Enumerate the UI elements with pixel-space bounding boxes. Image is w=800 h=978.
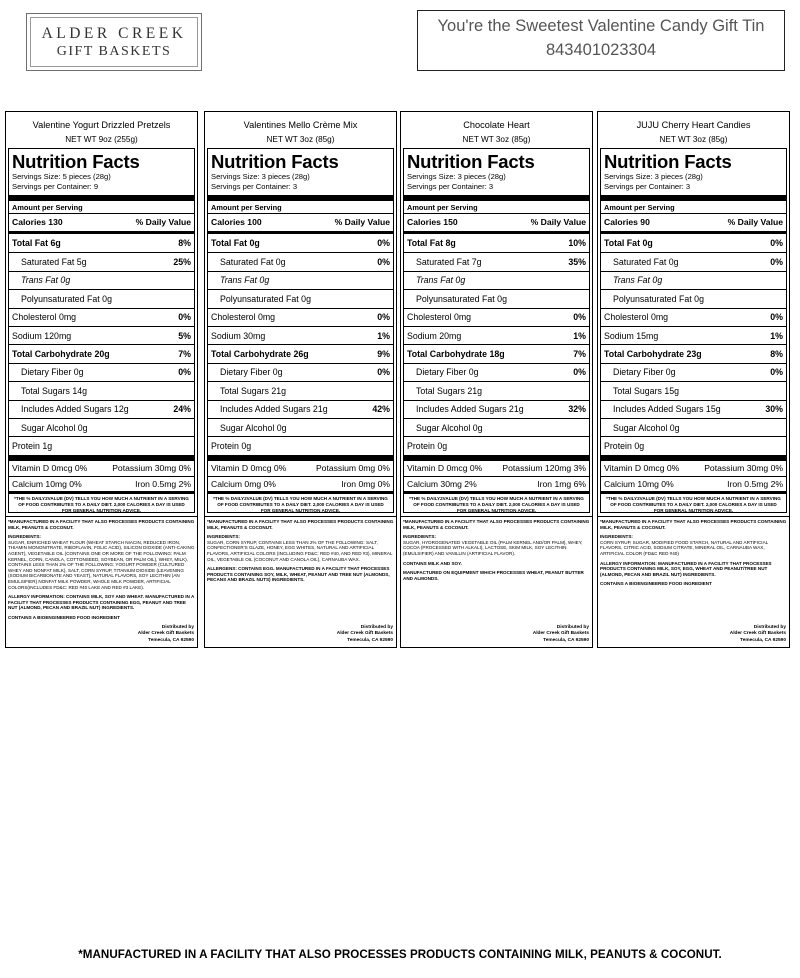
saturated-fat: Saturated Fat 0g (220, 257, 286, 268)
sugars-row (208, 381, 393, 399)
net-weight: NET WT 3oz (85g) (266, 135, 335, 144)
allergy-info: ALLERGENS: CONTAINS EGG. MANUFACTURED IN A FACILITY THAT PROCESSES PRODUCTS CONTAINING SOY, MILK, WHEAT, PEANUT AND TREE NUT (ALMONDS, PECANS AND BRAZIL NUTS) INGREDIENTS. (207, 566, 390, 583)
saturated-fat: Saturated Fat 7g (416, 257, 482, 268)
sugars-row (404, 381, 589, 399)
serving-size: Servings Size: 3 pieces (28g) (407, 172, 506, 181)
saturated-fat-row (601, 252, 786, 270)
trans-fat-row (9, 271, 194, 289)
potassium: Potassium 0mg 0% (315, 463, 390, 474)
ingredients-heading: INGREDIENTS: (403, 534, 436, 540)
ingredients-box (598, 516, 789, 647)
total-fat-dv: 10% (568, 238, 586, 249)
trans-fat-row (208, 271, 393, 289)
polyunsaturated-fat: Polyunsaturated Fat 0g (21, 293, 112, 304)
ingredients-box (401, 516, 592, 647)
potassium: Potassium 120mg 3% (502, 463, 586, 474)
total-fat-dv: 8% (178, 238, 191, 249)
nutrition-panel (204, 111, 397, 648)
fiber-row (601, 363, 786, 381)
cholesterol-row (601, 308, 786, 326)
polyunsaturated-fat: Polyunsaturated Fat 0g (416, 293, 507, 304)
cholesterol: Cholesterol 0mg (211, 312, 276, 323)
product-name: Valentine Yogurt Drizzled Pretzels (32, 120, 171, 130)
trans-fat: Trans Fat 0g (21, 275, 71, 286)
carbohydrate-row (404, 344, 589, 362)
cholesterol-row (208, 308, 393, 326)
vitamin-d: Vitamin D 0mcg 0% (604, 463, 680, 474)
sodium: Sodium 20mg (407, 330, 462, 341)
facility-warning: *MANUFACTURED IN A FACILITY THAT ALSO PROCESSES PRODUCTS CONTAINING MILK, PEANUTS & COCONUT. (8, 519, 195, 530)
product-name: Valentines Mello Crème Mix (243, 120, 358, 130)
added-sugars-dv: 32% (568, 404, 586, 415)
company-logo (26, 13, 202, 71)
sugar-alcohol: Sugar Alcohol 0g (21, 422, 88, 433)
fiber-row (9, 363, 194, 381)
total-sugars: Total Sugars 15g (613, 385, 680, 396)
vitamin-d: Vitamin D 0mcg 0% (12, 463, 88, 474)
fiber-row (208, 363, 393, 381)
distributor-name: Alder Creek Gift Baskets (336, 631, 393, 637)
distributor-address: Temecula, CA 92590 (347, 637, 393, 643)
trans-fat: Trans Fat 0g (416, 275, 466, 286)
ingredients-heading: INGREDIENTS: (8, 534, 41, 540)
added-sugars-row (601, 400, 786, 418)
calories-row (12, 214, 191, 231)
protein-row (601, 436, 786, 454)
polyunsaturated-fat: Polyunsaturated Fat 0g (613, 293, 704, 304)
added-sugars: Includes Added Sugars 15g (613, 404, 721, 415)
nutrition-facts-title: Nutrition Facts (407, 151, 535, 172)
amount-per-serving: Amount per Serving (9, 201, 194, 214)
protein-row (9, 436, 194, 454)
cholesterol-dv: 0% (573, 312, 586, 323)
calories-value: Calories 130 (12, 217, 63, 227)
added-sugars-dv: 30% (765, 404, 783, 415)
carbohydrate-row (9, 344, 194, 362)
saturated-fat-dv: 25% (173, 257, 191, 268)
ingredients-text: SUGAR, HYDROGENATED VEGETABLE OIL (PALM KERNEL AND/OR PALM), WHEY, COCOA (PROCESSED WITH ALKALI), LACTOSE, SKIM MILK, SOY LECITHIN (EMULSIFIER) AND VANILLIN (ARTIFICIAL FLAVOR). (403, 539, 583, 556)
total-fat: Total Fat 8g (407, 238, 456, 249)
daily-value-header: % Daily Value (334, 217, 390, 227)
total-fat: Total Fat 6g (12, 238, 61, 249)
added-sugars: Includes Added Sugars 21g (220, 404, 328, 415)
saturated-fat-row (404, 252, 589, 270)
amount-per-serving: Amount per Serving (208, 201, 393, 214)
extra-notice: CONTAINS A BIOENGINEERED FOOD INGREDIENT (600, 581, 712, 587)
potassium: Potassium 30mg 0% (704, 463, 783, 474)
net-weight: NET WT 3oz (85g) (462, 135, 531, 144)
total-sugars: Total Sugars 21g (416, 385, 483, 396)
ingredients-text: CORN SYRUP, SUGAR, MODIFIED FOOD STARCH, NATURAL AND ARTIFICIAL FLAVORS, CITRIC ACID, SODIUM CITRATE, MINERAL OIL, CARNAUBA WAX, ARTIFICIAL COLOR (FD&C RED #40) (600, 539, 769, 556)
calories-value: Calories 90 (604, 217, 650, 227)
mineral-row (601, 476, 786, 494)
trans-fat: Trans Fat 0g (613, 275, 663, 286)
ingredients-box (6, 516, 197, 647)
added-sugars-dv: 24% (173, 404, 191, 415)
total-fat-dv: 0% (770, 238, 783, 249)
total-fat: Total Fat 0g (211, 238, 260, 249)
trans-fat: Trans Fat 0g (220, 275, 270, 286)
nutrition-panel (400, 111, 593, 648)
ingredients-text: SUGAR, CORN SYRUP, CONTAINS LESS THAN 2% OF THE FOLLOWING: SALT, CONFECTIONER'S GLAZE, HONEY, EGG WHITES, NATURAL AND ARTIFICIAL FLAVORS, ARTIFICIAL COLORS (INCLUDING FD&C: RED #40, AND RED #3), MINERAL OIL, VEGETABLE OIL (COCONUT AND CANOLA OIL), CARNAUBA WAX. (207, 539, 393, 562)
total-carbohydrate-dv: 8% (770, 349, 783, 360)
sodium-row (404, 326, 589, 344)
dietary-fiber: Dietary Fiber 0g (220, 367, 283, 378)
calcium: Calcium 10mg 0% (604, 478, 674, 489)
total-fat: Total Fat 0g (604, 238, 653, 249)
ingredients-heading: INGREDIENTS: (207, 534, 240, 540)
servings-per-container: Servings per Container: 3 (604, 182, 691, 191)
nutrition-panel (597, 111, 790, 648)
vitamin-d: Vitamin D 0mcg 0% (211, 463, 287, 474)
cholesterol: Cholesterol 0mg (407, 312, 472, 323)
calcium: Calcium 10mg 0% (12, 478, 82, 489)
nutrition-facts-label (207, 148, 394, 513)
distributor-address: Temecula, CA 92590 (740, 637, 786, 643)
poly-fat-row (404, 289, 589, 307)
mineral-row (404, 476, 589, 494)
extra-notice: MANUFACTURED ON EQUIPMENT WHICH PROCESSES WHEAT, PEANUT BUTTER AND ALMONDS. (403, 570, 584, 581)
total-carbohydrate-dv: 9% (377, 349, 390, 360)
product-name: JUJU Cherry Heart Candies (636, 120, 751, 130)
iron: Iron 0.5mg 2% (727, 478, 783, 489)
cholesterol-row (9, 308, 194, 326)
trans-fat-row (404, 271, 589, 289)
servings-per-container: Servings per Container: 3 (407, 182, 494, 191)
servings-per-container: Servings per Container: 9 (12, 182, 99, 191)
nutrition-panel (5, 111, 198, 648)
poly-fat-row (9, 289, 194, 307)
cholesterol-dv: 0% (770, 312, 783, 323)
daily-value-footnote: *THE % DAILY2VALUE (DV) TELLS YOU HOW MUCH A NUTRIENT IN A SERVING OF FOOD CONTRIBUTES TO A DAILY DIET. 2,000 CALORIES A DAY IS USED FOR GENERAL NUTRITION ADVICE. (14, 495, 189, 513)
fiber-row (404, 363, 589, 381)
cholesterol-row (404, 308, 589, 326)
total-sugars: Total Sugars 14g (21, 385, 88, 396)
saturated-fat: Saturated Fat 0g (613, 257, 679, 268)
cholesterol-dv: 0% (377, 312, 390, 323)
total-fat-row (601, 234, 786, 252)
iron: Iron 1mg 6% (537, 478, 586, 489)
cholesterol-dv: 0% (178, 312, 191, 323)
sodium: Sodium 30mg (211, 330, 266, 341)
nutrition-facts-label (403, 148, 590, 513)
vitamin-row (208, 455, 393, 476)
sodium: Sodium 15mg (604, 330, 659, 341)
nutrition-facts-title: Nutrition Facts (604, 151, 732, 172)
sodium-dv: 1% (377, 330, 390, 341)
facility-warning: *MANUFACTURED IN A FACILITY THAT ALSO PROCESSES PRODUCTS CONTAINING MILK, PEANUTS & COCONUT. (207, 519, 394, 530)
extra-notice: CONTAINS A BIOENGINEERED FOOD INGREDIENT (8, 614, 120, 620)
calories-row (604, 214, 783, 231)
facility-warning: *MANUFACTURED IN A FACILITY THAT ALSO PROCESSES PRODUCTS CONTAINING MILK, PEANUTS & COCONUT. (600, 519, 787, 530)
logo-line1: ALDER CREEK (41, 24, 187, 42)
calcium: Calcium 0mg 0% (211, 478, 276, 489)
dietary-fiber-dv: 0% (178, 367, 191, 378)
saturated-fat: Saturated Fat 5g (21, 257, 87, 268)
sodium-dv: 5% (178, 330, 191, 341)
total-fat-row (208, 234, 393, 252)
allergy-info: ALLERGY INFORMATION: MANUFACTURED IN A FACILITY THAT PROCESSES PRODUCTS CONTAINING MILK, SOY, EGG, WHEAT AND PEANUT/TREE NUT (ALMOND, PECAN AND BRAZIL NUT) INGREDIENTS. (600, 560, 772, 577)
calories-row (211, 214, 390, 231)
dietary-fiber-dv: 0% (770, 367, 783, 378)
amount-per-serving: Amount per Serving (601, 201, 786, 214)
facility-warning: *MANUFACTURED IN A FACILITY THAT ALSO PROCESSES PRODUCTS CONTAINING MILK, PEANUTS & COCONUT. (403, 519, 590, 530)
vitamin-row (404, 455, 589, 476)
calories-value: Calories 150 (407, 217, 458, 227)
protein: Protein 1g (12, 440, 53, 451)
vitamin-row (9, 455, 194, 476)
sugar-alcohol-row (208, 418, 393, 436)
sodium-row (601, 326, 786, 344)
mineral-row (9, 476, 194, 494)
distributor-info (533, 625, 589, 644)
product-title: You're the Sweetest Valentine Candy Gift Tin (437, 17, 765, 35)
sugar-alcohol-row (601, 418, 786, 436)
iron: Iron 0mg 0% (341, 478, 390, 489)
added-sugars-row (208, 400, 393, 418)
sugars-row (9, 381, 194, 399)
added-sugars-row (404, 400, 589, 418)
added-sugars: Includes Added Sugars 12g (21, 404, 129, 415)
protein: Protein 0g (211, 440, 252, 451)
calories-value: Calories 100 (211, 217, 262, 227)
ingredients-heading: INGREDIENTS: (600, 534, 633, 540)
product-upc: 843401023304 (545, 41, 657, 59)
daily-value-header: % Daily Value (135, 217, 191, 227)
carbohydrate-row (601, 344, 786, 362)
sodium-row (208, 326, 393, 344)
dietary-fiber-dv: 0% (573, 367, 586, 378)
iron: Iron 0.5mg 2% (135, 478, 191, 489)
dietary-fiber: Dietary Fiber 0g (416, 367, 479, 378)
daily-value-header: % Daily Value (727, 217, 783, 227)
calcium: Calcium 30mg 2% (407, 478, 477, 489)
daily-value-footnote: *THE % DAILY2VALUE (DV) TELLS YOU HOW MUCH A NUTRIENT IN A SERVING OF FOOD CONTRIBUTES TO A DAILY DIET. 2,000 CALORIES A DAY IS USED FOR GENERAL NUTRITION ADVICE. (213, 495, 388, 513)
potassium: Potassium 30mg 0% (112, 463, 191, 474)
serving-size: Servings Size: 5 pieces (28g) (12, 172, 111, 181)
total-carbohydrate: Total Carbohydrate 23g (604, 349, 702, 360)
distributor-name: Alder Creek Gift Baskets (729, 631, 786, 637)
total-carbohydrate-dv: 7% (573, 349, 586, 360)
allergy-info: CONTAINS MILK AND SOY. (403, 560, 462, 566)
amount-per-serving: Amount per Serving (404, 201, 589, 214)
distributed-by: Distributed by (161, 624, 194, 630)
distributor-address: Temecula, CA 92590 (543, 637, 589, 643)
sodium-row (9, 326, 194, 344)
total-carbohydrate: Total Carbohydrate 20g (12, 349, 110, 360)
sugar-alcohol-row (9, 418, 194, 436)
sodium: Sodium 120mg (12, 330, 72, 341)
distributor-info (138, 625, 194, 644)
distributor-address: Temecula, CA 92590 (148, 637, 194, 643)
nutrition-facts-label (600, 148, 787, 513)
protein-row (208, 436, 393, 454)
vitamin-d: Vitamin D 0mcg 0% (407, 463, 483, 474)
polyunsaturated-fat: Polyunsaturated Fat 0g (220, 293, 311, 304)
dietary-fiber: Dietary Fiber 0g (613, 367, 676, 378)
saturated-fat-row (208, 252, 393, 270)
added-sugars: Includes Added Sugars 21g (416, 404, 524, 415)
product-title-box (417, 10, 785, 71)
poly-fat-row (208, 289, 393, 307)
total-fat-row (404, 234, 589, 252)
nutrition-panels (5, 111, 795, 648)
logo-frame (30, 17, 198, 67)
sugar-alcohol: Sugar Alcohol 0g (613, 422, 680, 433)
serving-size: Servings Size: 3 pieces (28g) (211, 172, 310, 181)
product-name: Chocolate Heart (463, 120, 530, 130)
sugar-alcohol-row (404, 418, 589, 436)
distributor-info (337, 625, 393, 644)
saturated-fat-dv: 0% (377, 257, 390, 268)
distributor-info (730, 625, 786, 644)
dietary-fiber: Dietary Fiber 0g (21, 367, 84, 378)
total-fat-row (9, 234, 194, 252)
total-sugars: Total Sugars 21g (220, 385, 287, 396)
daily-value-footnote: *THE % DAILY2VALUE (DV) TELLS YOU HOW MUCH A NUTRIENT IN A SERVING OF FOOD CONTRIBUTES TO A DAILY DIET. 2,000 CALORIES A DAY IS USED FOR GENERAL NUTRITION ADVICE. (606, 495, 781, 513)
allergy-info: ALLERGY INFORMATION: CONTAINS MILK, SOY AND WHEAT. MANUFACTURED IN A FACILITY THAT PROCESSES PRODUCTS CONTAINING EGG, PEANUT AND TREE NUT (ALMOND, PECAN AND BRAZIL NUT) INGREDIENTS. (8, 594, 195, 611)
calories-row (407, 214, 586, 231)
cholesterol: Cholesterol 0mg (604, 312, 669, 323)
allergen-notice: *MANUFACTURED IN A FACILITY THAT ALSO PROCESSES PRODUCTS CONTAINING MILK, PEANUTS & COCONUT. (78, 948, 722, 961)
protein: Protein 0g (407, 440, 448, 451)
added-sugars-dv: 42% (372, 404, 390, 415)
sugar-alcohol: Sugar Alcohol 0g (416, 422, 483, 433)
cholesterol: Cholesterol 0mg (12, 312, 77, 323)
trans-fat-row (601, 271, 786, 289)
total-fat-dv: 0% (377, 238, 390, 249)
sodium-dv: 1% (770, 330, 783, 341)
dietary-fiber-dv: 0% (377, 367, 390, 378)
nutrition-facts-label (8, 148, 195, 513)
daily-value-footnote: *THE % DAILY2VALUE (DV) TELLS YOU HOW MUCH A NUTRIENT IN A SERVING OF FOOD CONTRIBUTES TO A DAILY DIET. 2,000 CALORIES A DAY IS USED FOR GENERAL NUTRITION ADVICE. (409, 495, 584, 513)
servings-per-container: Servings per Container: 3 (211, 182, 298, 191)
carbohydrate-row (208, 344, 393, 362)
sugar-alcohol: Sugar Alcohol 0g (220, 422, 287, 433)
logo-line2: GIFT BASKETS (56, 43, 172, 59)
ingredients-box (205, 516, 396, 647)
daily-value-header: % Daily Value (530, 217, 586, 227)
nutrition-facts-title: Nutrition Facts (12, 151, 140, 172)
saturated-fat-dv: 35% (568, 257, 586, 268)
sugars-row (601, 381, 786, 399)
nutrition-facts-title: Nutrition Facts (211, 151, 339, 172)
vitamin-row (601, 455, 786, 476)
distributor-name: Alder Creek Gift Baskets (137, 631, 194, 637)
serving-size: Servings Size: 3 pieces (28g) (604, 172, 703, 181)
distributed-by: Distributed by (753, 624, 786, 630)
net-weight: NET WT 3oz (85g) (659, 135, 728, 144)
distributed-by: Distributed by (556, 624, 589, 630)
distributed-by: Distributed by (360, 624, 393, 630)
added-sugars-row (9, 400, 194, 418)
protein: Protein 0g (604, 440, 645, 451)
mineral-row (208, 476, 393, 494)
poly-fat-row (601, 289, 786, 307)
ingredients-text: SUGAR, ENRICHED WHEAT FLOUR (WHEAT STARCH NIACIN, REDUCED IRON, THIAMIN MONONITRATE, RIBOFLAVIN, FOLIC ACID), SILICON DIOXIDE (ANTI-CAKING AGENT), VEGETABLE OIL (CONTAINS ONE OR MORE OF THE FOLLOWING: PALM KERNEL, CORN, CANOLA, COTTONSEED, SOYBEAN, OR PALM OIL), WHEY, MILK), CONTAINS LESS THAN 2% OF THE FOLLOWING: YOGURT POWDER (CULTURED WHEY AND NONFAT MILK), SALT, CORN SYRUP, TITANIUM DIOXIDE (LEAVENING (SODIUM BICARBONATE AND YEAST), NATURAL FLAVORS, SOY LECITHIN (AN EMULSIFIER) NONFAT MILK POWDER, WHOLE MILK POWDER, ARTIFICIAL COLORS(INCLUDES FD&C: RED #40 LAKE AND RED #3 LAKE). (8, 539, 195, 590)
net-weight: NET WT 9oz (255g) (65, 135, 138, 144)
total-carbohydrate: Total Carbohydrate 18g (407, 349, 505, 360)
saturated-fat-dv: 0% (770, 257, 783, 268)
total-carbohydrate: Total Carbohydrate 26g (211, 349, 309, 360)
protein-row (404, 436, 589, 454)
sodium-dv: 1% (573, 330, 586, 341)
saturated-fat-row (9, 252, 194, 270)
total-carbohydrate-dv: 7% (178, 349, 191, 360)
distributor-name: Alder Creek Gift Baskets (532, 631, 589, 637)
